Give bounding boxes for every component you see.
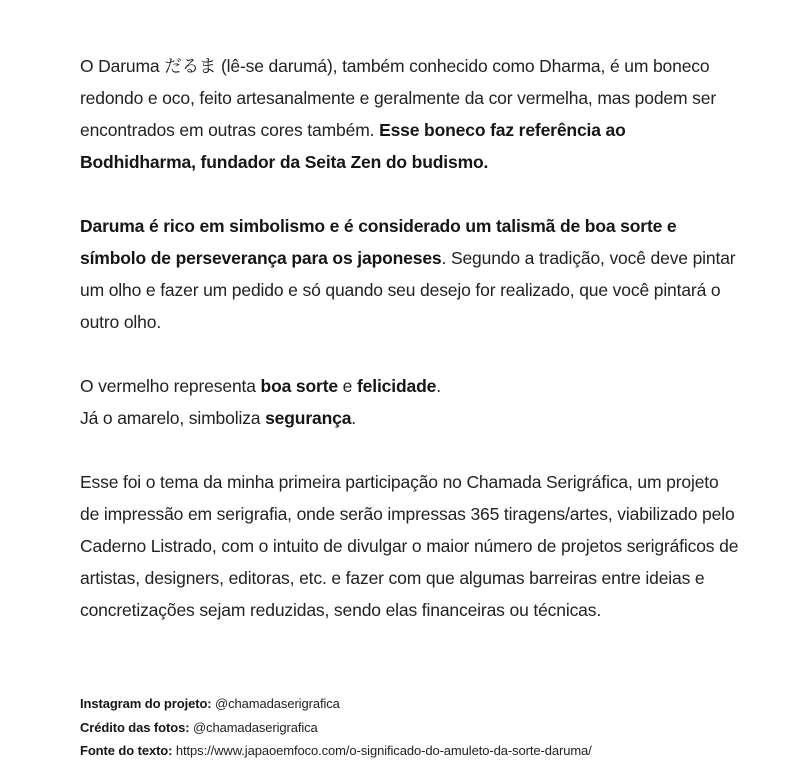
intro-text: O Daruma だるま (lê-se darumá), também conhecido como Dharma, é um boneco redondo e oco, feito artesanalmente e geralmente da cor vermelha, mas podem ser encontrados em outras cores também. — [80, 56, 717, 140]
credit-instagram — [80, 692, 592, 716]
red-meaning-luck: boa sorte — [260, 376, 338, 396]
credit-source — [80, 739, 592, 763]
red-period: . — [436, 376, 441, 396]
credit-photos-label: Crédito das fotos: — [80, 719, 190, 735]
red-text: O vermelho representa — [80, 376, 261, 396]
credit-source-link[interactable]: https://www.japaoemfoco.com/o-significado-do-amuleto-da-sorte-daruma/ — [172, 743, 592, 758]
yellow-meaning-security: segurança — [265, 408, 352, 428]
red-meaning-happiness: felicidade — [356, 376, 437, 396]
credit-source-label: Fonte do texto: — [80, 743, 173, 758]
symbolism-text: . Segundo a tradição, você deve pintar um olho e fazer um pedido e só quando seu desejo for realizado, que você pintará o outro olho. — [80, 248, 736, 332]
intro-bold-text: Esse boneco faz referência ao Bodhidharma, fundador da Seita Zen do budismo. — [80, 120, 626, 172]
credit-instagram-handle[interactable]: @chamadaserigrafica — [211, 696, 340, 711]
paragraph-daruma-intro — [80, 50, 740, 178]
paragraph-project — [80, 466, 740, 626]
credits-block — [80, 692, 592, 763]
paragraph-symbolism — [80, 210, 740, 338]
symbolism-bold-text: Daruma é rico em simbolismo e é considerado um talismã de boa sorte e símbolo de perseverança para os japoneses — [80, 216, 677, 268]
paragraph-colors — [80, 370, 740, 434]
red-conjunction: e — [337, 376, 357, 396]
yellow-text: Já o amarelo, simboliza — [80, 408, 266, 428]
credit-photos-handle[interactable]: @chamadaserigrafica — [189, 719, 318, 735]
credit-photos — [80, 716, 592, 740]
credit-instagram-label: Instagram do projeto: — [80, 696, 212, 711]
yellow-period: . — [351, 408, 357, 428]
project-text: Esse foi o tema da minha primeira participação no Chamada Serigráfica, um projeto de impressão em serigrafia, onde serão impressas 365 tiragens/artes, viabilizado pelo Caderno Listrado, com o intuito de divulgar o maior número de projetos serigráficos de artistas, designers, editoras, etc. e fazer com que algumas barreiras entre ideias e concretizações sejam reduzidas, sendo elas financeiras ou técnicas. — [80, 472, 739, 620]
